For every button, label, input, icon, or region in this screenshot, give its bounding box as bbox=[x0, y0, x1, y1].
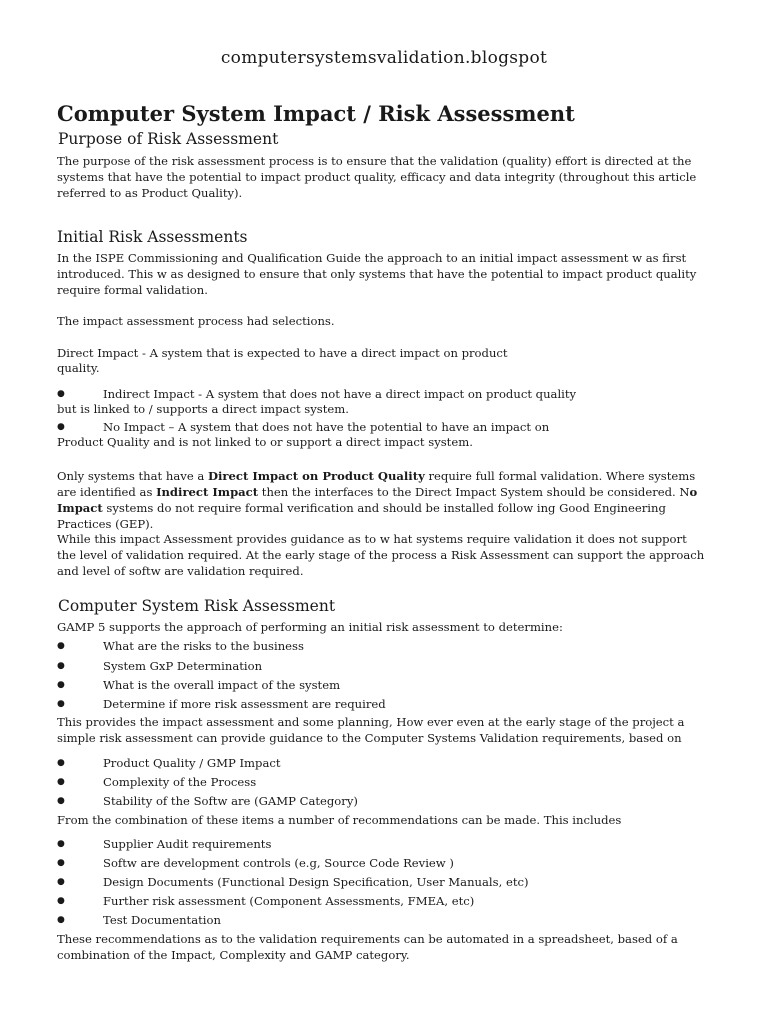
heading-purpose: Purpose of Risk Assessment bbox=[58, 130, 279, 148]
bullet-icon: ● bbox=[57, 422, 65, 432]
initial-intro-paragraph: In the ISPE Commissioning and Qualification Guide the approach to an initial impact assessment w as first introduced. This w as designed to ensure that only systems that have the potential to impact product quality require formal validation. bbox=[57, 251, 697, 297]
bullet-icon: ● bbox=[57, 796, 65, 806]
bullet-icon: ● bbox=[57, 896, 65, 906]
indirect-impact-emphasis: Indirect Impact bbox=[156, 485, 259, 499]
bullet-icon: ● bbox=[57, 641, 65, 651]
bullet-icon: ● bbox=[57, 777, 65, 787]
heading-initial-risk: Initial Risk Assessments bbox=[57, 228, 248, 246]
page-title: Computer System Impact / Risk Assessment bbox=[57, 101, 575, 126]
direct-impact-emphasis: Direct Impact on Product Quality bbox=[207, 469, 425, 483]
selections-paragraph: The impact assessment process had selections. bbox=[57, 314, 335, 328]
bullet-icon: ● bbox=[57, 389, 65, 399]
csra-intro: GAMP 5 supports the approach of performing an initial risk assessment to determine: bbox=[57, 620, 563, 634]
bullet-icon: ● bbox=[57, 699, 65, 709]
csra-paragraph-1: This provides the impact assessment and some planning, How ever even at the early stage of the project a simple risk assessment can provide guidance to the Computer Systems Validation requirements, based on bbox=[57, 715, 685, 745]
no-impact-line2: Product Quality and is not linked to or support a direct impact system. bbox=[57, 435, 473, 449]
heading-csra: Computer System Risk Assessment bbox=[58, 597, 336, 615]
bullet-icon: ● bbox=[57, 839, 65, 849]
direct-impact-line1: Direct Impact - A system that is expected to have a direct impact on product bbox=[57, 346, 508, 360]
bullet-icon: ● bbox=[57, 858, 65, 868]
validation-scope-paragraph: Only systems that have a Direct Impact on Product Quality require full formal validation. Where systems are identified as Indirect Impact then the interfaces to the Direct Impact System should be considered. No Impact systems do not require formal verification and should be installed follow ing Good Engineering Practices (GEP). bbox=[57, 469, 698, 531]
bullet-icon: ● bbox=[57, 758, 65, 768]
bullet-icon: ● bbox=[57, 915, 65, 925]
indirect-impact-line2: but is linked to / supports a direct impact system. bbox=[57, 402, 349, 416]
no-impact-emphasis: o Impact bbox=[57, 485, 698, 515]
site-header: computersystemsvalidation.blogspot bbox=[220, 48, 548, 68]
list-item-text: No Impact – A system that does not have the potential to have an impact on bbox=[103, 420, 550, 434]
purpose-paragraph: The purpose of the risk assessment process is to ensure that the validation (quality) effort is directed at the systems that have the potential to impact product quality, efficacy and data integrity (throughout this article referred to as Product Quality). bbox=[57, 154, 697, 200]
direct-impact-line2: quality. bbox=[57, 361, 100, 375]
bullet-icon: ● bbox=[57, 877, 65, 887]
csra-paragraph-2: From the combination of these items a number of recommendations can be made. This includes bbox=[57, 813, 622, 827]
list-item-text: Indirect Impact - A system that does not have a direct impact on product quality bbox=[103, 387, 577, 401]
bullet-icon: ● bbox=[57, 680, 65, 690]
guidance-paragraph: While this impact Assessment provides guidance as to w hat systems require validation it does not support the level of validation required. At the early stage of the process a Risk Assessment can support the approach and level of softw are validation required. bbox=[57, 532, 705, 578]
csra-paragraph-3: These recommendations as to the validation requirements can be automated in a spreadsheet, based of a combination of the Impact, Complexity and GAMP category. bbox=[57, 932, 678, 962]
bullet-icon: ● bbox=[57, 661, 65, 671]
